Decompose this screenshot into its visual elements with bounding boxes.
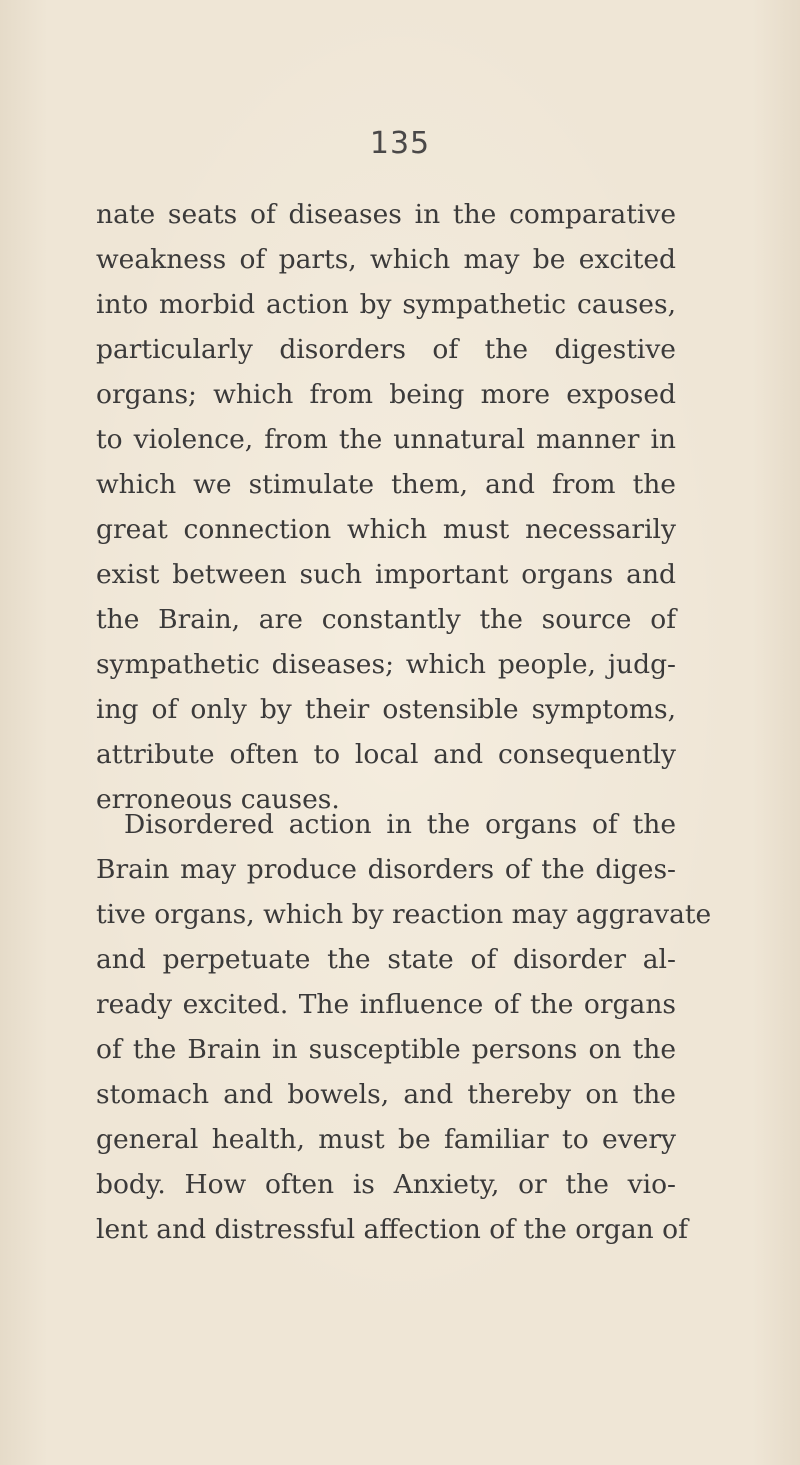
paragraph-2: [96, 802, 712, 1252]
text-line: Disordered action in the organs of the: [124, 809, 676, 840]
text-line: general health, must be familiar to every: [96, 1124, 676, 1155]
text-line: ready excited. The influence of the organs: [96, 989, 676, 1020]
text-line: to violence, from the unnatural manner in: [96, 424, 676, 455]
text-line: weakness of parts, which may be excited: [96, 244, 676, 275]
text-line: stomach and bowels, and thereby on the: [96, 1079, 676, 1110]
text-line: tive organs, which by reaction may aggravate: [96, 899, 712, 930]
text-line: exist between such important organs and: [96, 559, 676, 590]
text-line: Brain may produce disorders of the diges-: [96, 854, 676, 885]
text-line: sympathetic diseases; which people, judg-: [96, 649, 676, 680]
text-line: the Brain, are constantly the source of: [96, 604, 676, 635]
page-number: 135: [369, 126, 431, 161]
text-line: lent and distressful affection of the organ of: [96, 1214, 688, 1245]
text-line: ing of only by their ostensible symptoms,: [96, 694, 676, 725]
paragraph-1: [96, 192, 676, 822]
text-line: erroneous causes.: [96, 784, 340, 815]
text-line: great connection which must necessarily: [96, 514, 676, 545]
text-line: organs; which from being more exposed: [96, 379, 676, 410]
text-line: body. How often is Anxiety, or the vio-: [96, 1169, 676, 1200]
text-line: nate seats of diseases in the comparative: [96, 199, 676, 230]
text-line: attribute often to local and consequently: [96, 739, 676, 770]
text-line: into morbid action by sympathetic causes,: [96, 289, 676, 320]
text-line: of the Brain in susceptible persons on the: [96, 1034, 676, 1065]
text-line: and perpetuate the state of disorder al-: [96, 944, 676, 975]
text-line: particularly disorders of the digestive: [96, 334, 676, 365]
text-line: which we stimulate them, and from the: [96, 469, 676, 500]
